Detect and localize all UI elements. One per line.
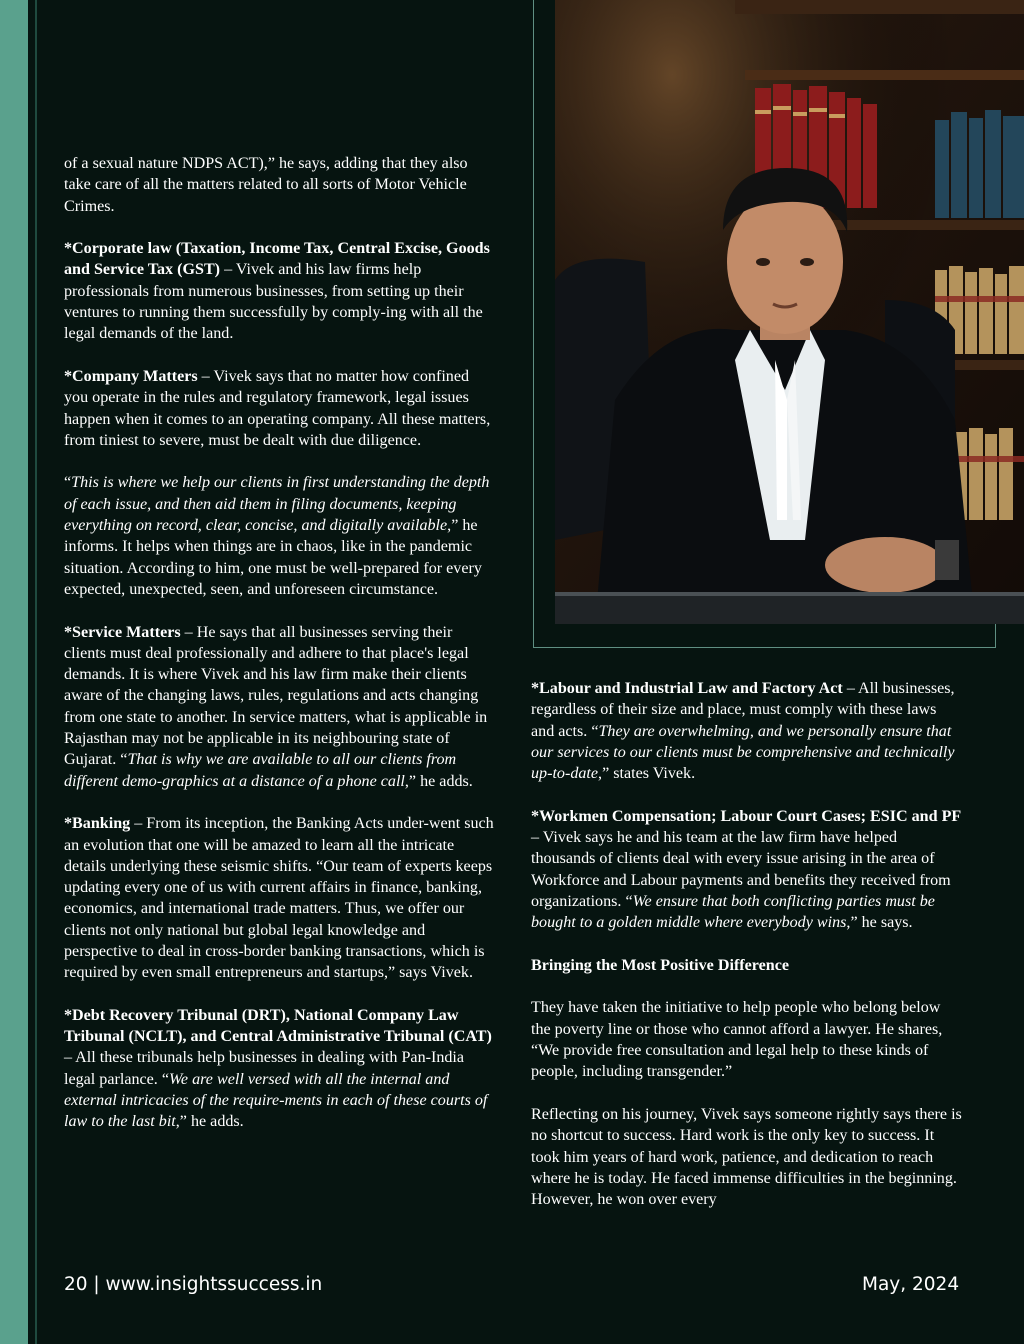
- heading-service-matters: *Service Matters: [64, 623, 181, 641]
- quote-documents: This is where we help our clients in first understanding the depth of each issue, and then aid them in filing documents, keeping everything on record, clear, concise, and digitally available: [64, 474, 490, 535]
- paragraph-motor-vehicle: of a sexual nature NDPS ACT),” he says, adding that they also take care of all the matters related to all sorts of Motor Vehicle Crimes.: [64, 155, 468, 215]
- paragraph-corporate-law: *Corporate law (Taxation, Income Tax, Central Excise, Goods and Service Tax (GST) – Vivek and his law firms help professionals from numerous businesses, from setting up their ventures to running them successfully by comply-ing with all the legal demands of the land.: [64, 240, 490, 343]
- section-heading-positive-difference: Bringing the Most Positive Difference: [531, 956, 790, 974]
- paragraph-journey: Reflecting on his journey, Vivek says someone rightly says there is no shortcut to success. Hard work is the only key to success. It took him years of hard work, patience, and dedication to reach where he is today. He faced immense difficulties in the beginning. However, he won over every: [531, 1105, 962, 1209]
- heading-company-matters: *Company Matters: [64, 367, 198, 385]
- heading-workmen-compensation: *Workmen Compensation; Labour Court Cases; ESIC and PF: [531, 807, 962, 825]
- footer-date: May, 2024: [862, 1274, 960, 1295]
- quote-tribunals: We are well versed with all the internal and external intricacies of the require-ments in each of these courts of law to the last bit: [64, 1070, 488, 1131]
- paragraph-free-consultation: They have taken the initiative to help people who belong below the poverty line or those who cannot afford a lawyer. He shares, “We provide free consultation and legal help to these kinds of people, including transgender.”: [531, 999, 943, 1081]
- quote-golden-middle: We ensure that both conflicting parties must be bought to a golden middle where everybody wins: [531, 892, 935, 932]
- accent-stripe-line: [35, 0, 37, 1344]
- heading-corporate-law: *Corporate law (Taxation, Income Tax, Central Excise, Goods and Service Tax (GST): [64, 240, 490, 279]
- quote-phone-call: That is why we are available to all our clients from different demo-graphics at a distance of a phone call: [64, 751, 457, 790]
- heading-banking: *Banking: [64, 815, 131, 833]
- right-column: [531, 678, 963, 1210]
- quote-labour-law: They are overwhelming, and we personally ensure that our services to our clients must be comprehensive and technically up-to-date: [531, 722, 955, 783]
- heading-labour-law: *Labour and Industrial Law and Factory Act: [531, 680, 843, 697]
- paragraph-company-matters: *Company Matters – Vivek says that no matter how confined you operate in the rules and regulatory framework, legal issues happen when it comes to an operating company. All these matters, from tiniest to severe, must be dealt with due diligence.: [64, 367, 491, 449]
- accent-stripe: [0, 0, 28, 1344]
- paragraph-tribunals: *Debt Recovery Tribunal (DRT), National Company Law Tribunal (NCLT), and Central Administrative Tribunal (CAT) – All these tribunals help businesses in dealing with Pan-India legal parlance. “We are well versed with all the internal and external intricacies of the require-ments in each of these courts of law to the last bit,” he adds.: [64, 1006, 492, 1131]
- portrait-photo: [555, 0, 1024, 624]
- paragraph-service-matters: *Service Matters – He says that all businesses serving their clients must deal professionally and adhere to that place's legal demands. It is where Vivek and his law firm make their clients aware of the changing laws, rules, regulations and acts changing from one state to another. In service matters, what is applicable in Rajasthan may not be applicable in its neighbouring state of Gujarat. “That is why we are available to all our clients from different demo-graphics at a distance of a phone call,” he adds.: [64, 623, 488, 790]
- left-column: [64, 153, 494, 1133]
- heading-tribunals: *Debt Recovery Tribunal (DRT), National Company Law Tribunal (NCLT), and Central Administrative Tribunal (CAT): [64, 1006, 492, 1046]
- paragraph-labour-law: *Labour and Industrial Law and Factory Act – All businesses, regardless of their size and place, must comply with these laws and acts. “They are overwhelming, and we personally ensure that our services to our clients must be comprehensive and technically up-to-date,” states Vivek.: [531, 680, 955, 783]
- footer-page-site: 20 | www.insightssuccess.in: [64, 1274, 323, 1295]
- paragraph-quote-documents: “This is where we help our clients in first understanding the depth of each issue, and then aid them in filing documents, keeping everything on record, clear, concise, and digitally available,” he informs. It helps when things are in chaos, like in the pandemic situation. According to him, one must be well-prepared for every expected, unexpected, seen, and unforeseen circumstance.: [64, 474, 490, 598]
- paragraph-banking: *Banking – From its inception, the Banking Acts under-went such an evolution that one will be amazed to learn all the intricate details underlying these seismic shifts. “Our team of experts keeps updating every one of us with current affairs in finance, banking, economics, and international trade matters. Thus, we offer our clients not only national but global legal knowledge and perspective to deal in cross-border banking transactions, which is required by even small entrepreneurs and startups,” says Vivek.: [64, 815, 494, 982]
- paragraph-workmen-compensation: *Workmen Compensation; Labour Court Cases; ESIC and PF – Vivek says he and his team at the law firm have helped thousands of clients deal with every issue arising in the area of Workforce and Labour payments and benefits they received from organizations. “We ensure that both conflicting parties must be bought to a golden middle where everybody wins,” he says.: [531, 807, 962, 932]
